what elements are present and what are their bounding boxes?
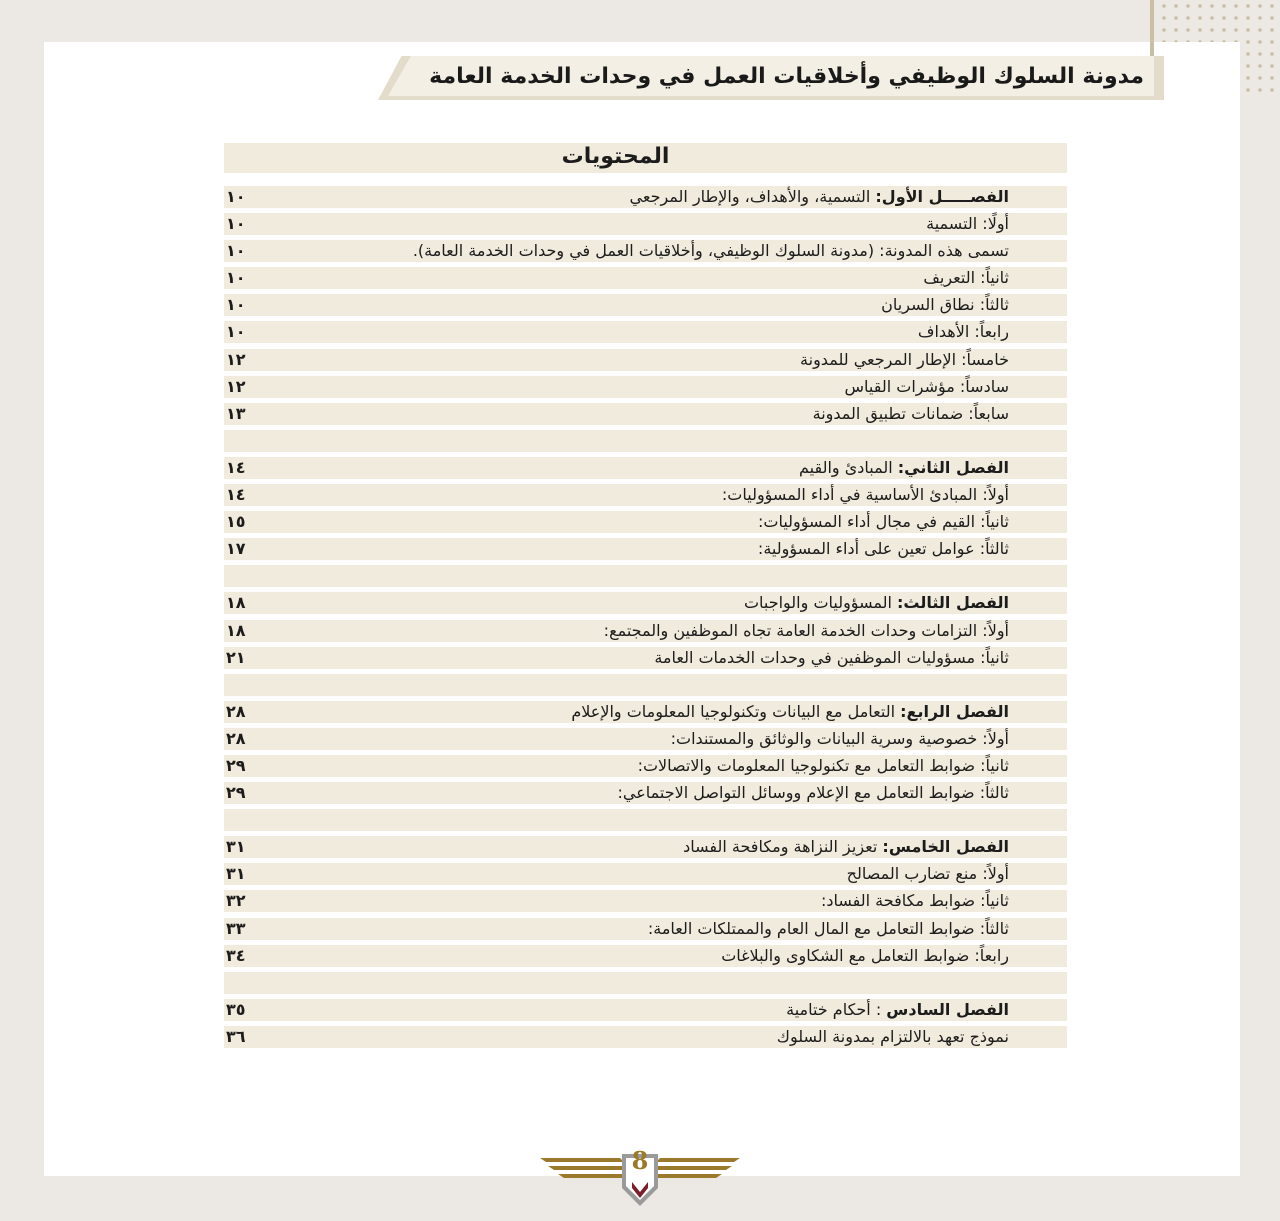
toc-page-number: ١٧: [226, 539, 246, 559]
toc-page-number: ١٥: [226, 512, 246, 532]
chapter-label: الفصل السادس: [886, 999, 1009, 1019]
toc-spacer-row: [224, 674, 1067, 696]
toc-spacer-row: [224, 809, 1067, 831]
toc-page-number: ١٠: [226, 322, 246, 342]
toc-entry-text: [847, 863, 1009, 885]
toc-entry-text: [881, 294, 1009, 316]
toc-title-row: [224, 143, 1067, 173]
toc-entry-text: [571, 701, 1009, 723]
toc-entry-text: [845, 376, 1009, 398]
toc-entry-text: [786, 999, 1009, 1021]
toc-row: [224, 647, 1067, 669]
toc-row: [224, 186, 1067, 208]
entry-title: أولاً: المبادئ الأساسية في أداء المسؤوليات:: [721, 485, 1009, 505]
toc-entry-text: [630, 186, 1009, 208]
toc-spacer-row: [224, 972, 1067, 994]
toc-entry-text: [926, 213, 1009, 235]
toc-entry-text: [813, 403, 1009, 425]
toc-entry-text: [777, 1026, 1009, 1048]
toc-page-number: ٢٩: [226, 755, 246, 775]
toc-spacer-row: [224, 430, 1067, 452]
toc-row: [224, 538, 1067, 560]
toc-page-number: ١٤: [226, 485, 246, 505]
toc-entry-text: [604, 620, 1009, 642]
toc-row: [224, 403, 1067, 425]
toc-row: [224, 267, 1067, 289]
toc-entry-text: [918, 321, 1009, 343]
toc-row: [224, 728, 1067, 750]
toc-entry-text: [683, 836, 1009, 858]
entry-title: تعزيز النزاهة ومكافحة الفساد: [683, 837, 883, 857]
entry-title: المسؤوليات والواجبات: [743, 593, 897, 613]
toc-page-number: ١٢: [226, 349, 246, 369]
toc-row: [224, 592, 1067, 614]
entry-title: رابعاً: الأهداف: [917, 322, 1009, 342]
toc-page-number: ٣٣: [226, 918, 246, 938]
toc-entry-text: [758, 538, 1009, 560]
toc-row: [224, 457, 1067, 479]
toc-row: [224, 755, 1067, 777]
toc-page-number: ١٤: [226, 457, 246, 477]
entry-title: سادساً: مؤشرات القياس: [844, 376, 1009, 396]
toc-page-number: ٣٥: [226, 999, 246, 1019]
toc-page-number: ١٠: [226, 295, 246, 315]
entry-title: المبادئ والقيم: [799, 457, 898, 477]
toc-entry-text: [413, 240, 1009, 262]
toc-page-number: ١٢: [226, 376, 246, 396]
toc-row: [224, 213, 1067, 235]
entry-title: أولًا: التسمية: [926, 214, 1009, 234]
toc-row: [224, 620, 1067, 642]
page-number: 8: [631, 1146, 649, 1175]
toc-page-number: ٢٨: [226, 701, 246, 721]
toc-rows: [224, 186, 1067, 1048]
toc-page-number: ١٠: [226, 187, 246, 206]
entry-title: ثانياً: ضوابط التعامل مع تكنولوجيا المعلومات والاتصالات:: [637, 755, 1009, 775]
toc-page-number: ٢١: [226, 647, 246, 667]
toc-entry-text: [758, 511, 1009, 533]
entry-title: : أحكام ختامية: [786, 999, 887, 1019]
chapter-label: الفصل الخامس:: [882, 837, 1009, 857]
toc-entry-text: [821, 890, 1009, 912]
toc-page-number: ١٠: [226, 268, 246, 288]
entry-title: ثانياً: ضوابط مكافحة الفساد:: [821, 891, 1009, 911]
toc-row: [224, 484, 1067, 506]
toc-row: [224, 999, 1067, 1021]
chapter-label: الفصل الثالث:: [897, 593, 1009, 613]
toc-page-number: ١٣: [226, 403, 246, 423]
toc-entry-text: [638, 755, 1009, 777]
toc-row: [224, 890, 1067, 912]
toc-entry-text: [654, 647, 1009, 669]
entry-title: أولاً: خصوصية وسرية البيانات والوثائق والمستندات:: [670, 728, 1009, 748]
table-of-contents: [224, 143, 1067, 1053]
entry-title: ثالثاً: عوامل تعين على أداء المسؤولية:: [757, 539, 1009, 559]
toc-row: [224, 782, 1067, 804]
toc-row: [224, 863, 1067, 885]
entry-title: التسمية، والأهداف، والإطار المرجعي: [629, 187, 876, 206]
entry-title: ثانياً: التعريف: [923, 268, 1009, 288]
entry-title: التعامل مع البيانات وتكنولوجيا المعلومات والإعلام: [571, 701, 901, 721]
toc-page-number: ٣١: [226, 864, 246, 884]
toc-row: [224, 511, 1067, 533]
entry-title: أولاً: التزامات وحدات الخدمة العامة تجاه الموظفين والمجتمع:: [603, 620, 1009, 640]
toc-row: [224, 1026, 1067, 1048]
entry-title: ثالثاً: ضوابط التعامل مع الإعلام ووسائل التواصل الاجتماعي:: [617, 783, 1009, 803]
toc-entry-text: [799, 457, 1009, 479]
toc-row: [224, 918, 1067, 940]
toc-title: المحتويات: [561, 144, 670, 169]
document-title: مدونة السلوك الوظيفي وأخلاقيات العمل في وحدات الخدمة العامة: [429, 64, 1144, 89]
toc-entry-text: [923, 267, 1009, 289]
entry-title: تسمى هذه المدونة: (مدونة السلوك الوظيفي، وأخلاقيات العمل في وحدات الخدمة العامة).: [412, 241, 1009, 261]
toc-entry-text: [744, 592, 1009, 614]
entry-title: ثانياً: مسؤوليات الموظفين في وحدات الخدمات العامة: [654, 647, 1009, 667]
toc-entry-text: [618, 782, 1009, 804]
toc-entry-text: [800, 349, 1009, 371]
entry-title: أولاً: منع تضارب المصالح: [846, 864, 1009, 884]
toc-row: [224, 321, 1067, 343]
toc-row: [224, 376, 1067, 398]
toc-page-number: ١٨: [226, 593, 246, 613]
entry-title: ثالثاً: ضوابط التعامل مع المال العام والممتلكات العامة:: [647, 918, 1009, 938]
toc-page-number: ٢٩: [226, 783, 246, 803]
toc-entry-text: [648, 918, 1009, 940]
toc-row: [224, 240, 1067, 262]
entry-title: خامساً: الإطار المرجعي للمدونة: [800, 349, 1009, 369]
toc-page-number: ٣٦: [226, 1026, 246, 1046]
toc-page-number: ٣٤: [226, 945, 246, 965]
toc-row: [224, 836, 1067, 858]
toc-entry-text: [721, 945, 1009, 967]
toc-page-number: ٣١: [226, 837, 246, 857]
toc-page-number: ٢٨: [226, 728, 246, 748]
toc-entry-text: [722, 484, 1009, 506]
entry-title: رابعاً: ضوابط التعامل مع الشكاوى والبلاغات: [721, 945, 1009, 965]
chapter-label: الفصل الثاني:: [897, 457, 1009, 477]
entry-title: نموذج تعهد بالالتزام بمدونة السلوك: [776, 1026, 1009, 1046]
toc-row: [224, 349, 1067, 371]
toc-page-number: ٣٢: [226, 891, 246, 911]
toc-page-number: ١٠: [226, 214, 246, 234]
toc-page-number: ١٨: [226, 620, 246, 640]
toc-row: [224, 294, 1067, 316]
toc-entry-text: [671, 728, 1009, 750]
toc-row: [224, 701, 1067, 723]
entry-title: ثالثاً: نطاق السريان: [881, 295, 1009, 315]
chapter-label: الفصل الرابع:: [900, 701, 1009, 721]
toc-row: [224, 945, 1067, 967]
entry-title: سابعاً: ضمانات تطبيق المدونة: [812, 403, 1009, 423]
toc-spacer-row: [224, 565, 1067, 587]
toc-page-number: ١٠: [226, 241, 246, 261]
entry-title: ثانياً: القيم في مجال أداء المسؤوليات:: [758, 512, 1009, 532]
chapter-label: الفصـــــل الأول:: [875, 187, 1009, 206]
